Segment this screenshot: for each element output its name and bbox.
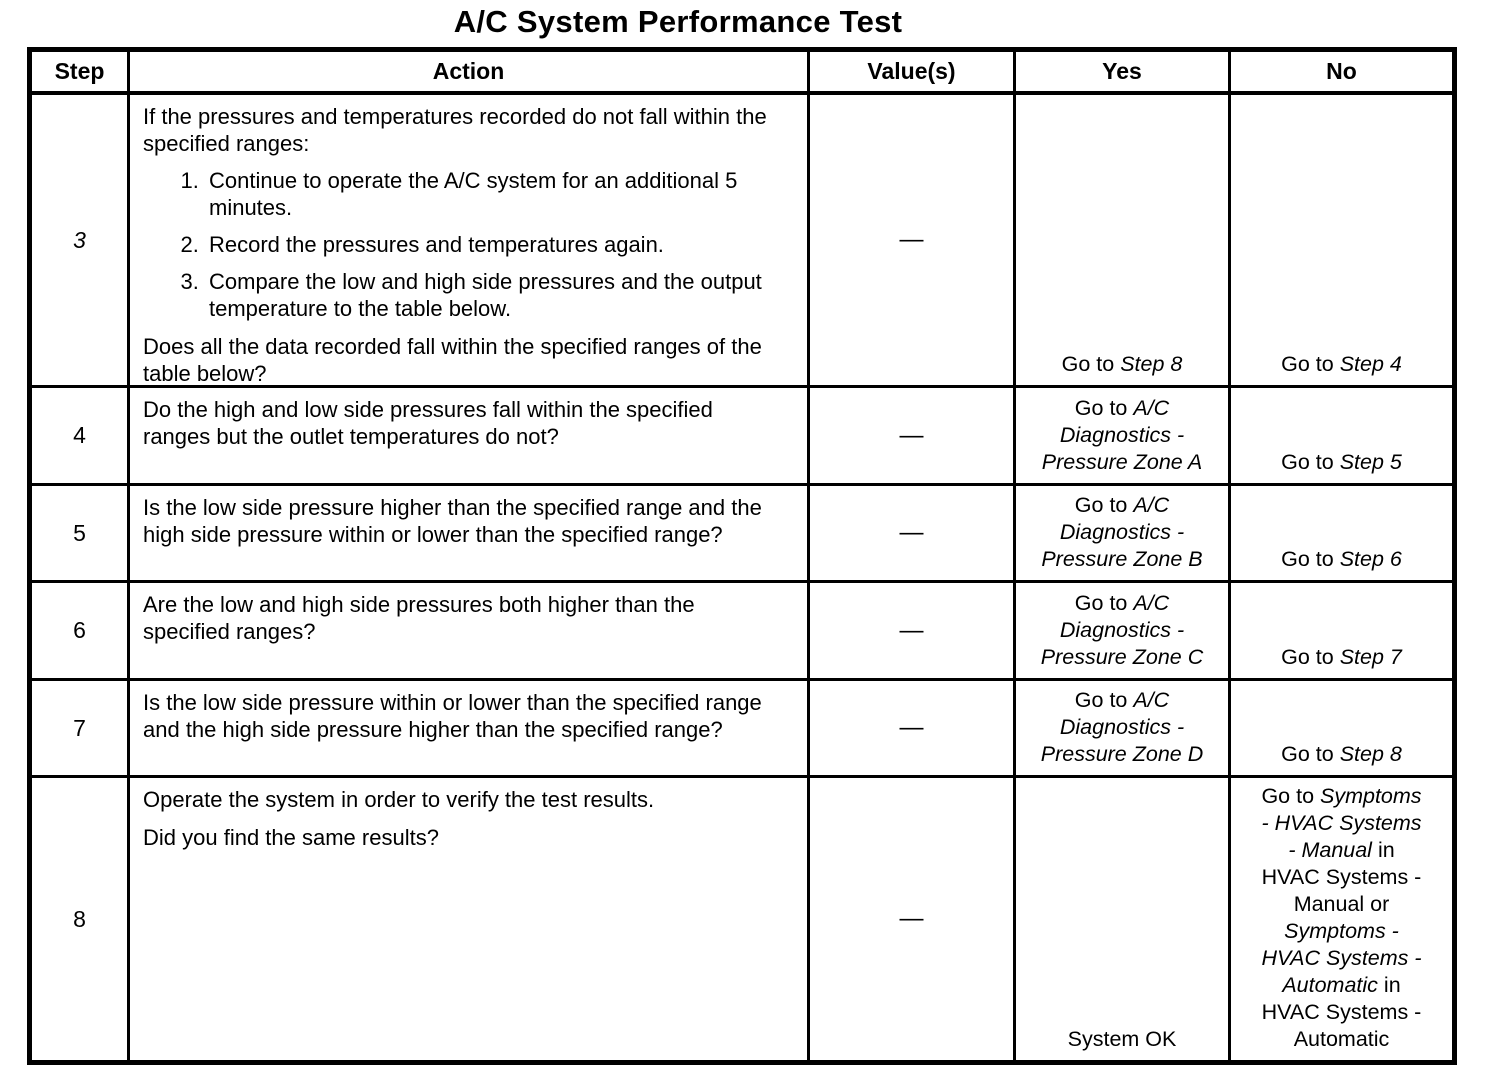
- yes-text: Go to: [1074, 396, 1134, 420]
- no-line: [1237, 999, 1446, 1026]
- no-text: Go to: [1281, 645, 1340, 669]
- yes-cell: [1016, 583, 1231, 678]
- no-text: Step 6: [1339, 547, 1402, 571]
- no-text: Symptoms -: [1284, 919, 1399, 943]
- action-cell: [130, 388, 810, 483]
- yes-text: Diagnostics -: [1059, 520, 1185, 544]
- no-text: Automatic: [1282, 973, 1378, 997]
- yes-text: System OK: [1067, 1027, 1177, 1051]
- no-cell: [1231, 583, 1452, 678]
- no-text: Go to: [1261, 784, 1320, 808]
- yes-text: A/C: [1133, 493, 1170, 517]
- step-cell: 7: [32, 681, 130, 775]
- yes-line: [1022, 1026, 1222, 1053]
- no-line: [1237, 351, 1446, 378]
- no-cell: [1231, 778, 1452, 1060]
- action-list-item: 3. Compare the low and high side pressures and the output temperature to the table below.: [205, 268, 783, 322]
- no-text: Step 7: [1339, 645, 1402, 669]
- no-text: Step 4: [1339, 352, 1402, 376]
- action-cell: [130, 583, 810, 678]
- yes-text: Pressure Zone D: [1040, 742, 1204, 766]
- no-text: Go to: [1281, 547, 1340, 571]
- no-text: in: [1371, 838, 1395, 862]
- header-cell-values: Value(s): [810, 52, 1016, 91]
- yes-text: Diagnostics -: [1059, 715, 1185, 739]
- yes-line: [1022, 644, 1222, 671]
- action-paragraph: Operate the system in order to verify the test results.: [143, 787, 655, 812]
- table-row: [32, 95, 1452, 388]
- step-cell: 5: [32, 486, 130, 580]
- table-row: [32, 486, 1452, 583]
- yes-line: [1022, 519, 1222, 546]
- yes-line: [1022, 590, 1222, 617]
- performance-test-table: [27, 47, 1457, 1065]
- yes-line: [1022, 714, 1222, 741]
- no-line: [1237, 644, 1446, 671]
- yes-text: Diagnostics -: [1059, 618, 1185, 642]
- no-line: [1237, 972, 1446, 999]
- no-text: - HVAC Systems: [1261, 811, 1422, 835]
- action-list-item: 1. Continue to operate the A/C system for an additional 5 minutes.: [205, 167, 783, 221]
- no-text: in: [1377, 973, 1401, 997]
- yes-text: Pressure Zone A: [1041, 450, 1203, 474]
- value-cell: —: [810, 486, 1016, 580]
- no-text: Symptoms: [1320, 784, 1422, 808]
- yes-text: Pressure Zone B: [1041, 547, 1203, 571]
- no-text: HVAC Systems -: [1261, 1000, 1422, 1024]
- no-line: [1237, 945, 1446, 972]
- action-paragraph: Is the low side pressure within or lower than the specified range and the high side pressure higher than the specified range?: [143, 690, 762, 742]
- action-cell: [130, 486, 810, 580]
- header-cell-no: No: [1326, 58, 1357, 84]
- table-row: [32, 583, 1452, 681]
- no-cell: [1231, 95, 1452, 385]
- yes-cell: [1016, 778, 1231, 1060]
- value-cell: —: [810, 95, 1016, 385]
- action-paragraph: Do the high and low side pressures fall within the specified ranges but the outlet temperatures do not?: [143, 397, 713, 449]
- action-cell: [130, 778, 810, 1060]
- no-text: Go to: [1281, 742, 1340, 766]
- action-list-item: 2. Record the pressures and temperatures again.: [205, 231, 783, 258]
- yes-line: [1022, 687, 1222, 714]
- yes-text: A/C: [1133, 591, 1170, 615]
- action-paragraph: Are the low and high side pressures both higher than the specified ranges?: [143, 592, 695, 644]
- no-line: [1237, 783, 1446, 810]
- page-title: A/C System Performance Test: [453, 4, 903, 39]
- yes-line: [1022, 546, 1222, 573]
- header-cell-action: Action: [130, 52, 810, 91]
- yes-line: [1022, 422, 1222, 449]
- yes-text: Pressure Zone C: [1040, 645, 1204, 669]
- no-cell: [1231, 486, 1452, 580]
- action-numbered-list: [143, 167, 783, 322]
- action-paragraph: If the pressures and temperatures recorded do not fall within the specified ranges:: [143, 104, 767, 156]
- yes-cell: [1016, 486, 1231, 580]
- action-paragraph: Did you find the same results?: [143, 825, 439, 850]
- yes-line: [1022, 449, 1222, 476]
- no-line: [1237, 810, 1446, 837]
- value-cell: —: [810, 583, 1016, 678]
- yes-text: Go to: [1061, 352, 1121, 376]
- yes-text: Diagnostics -: [1059, 423, 1185, 447]
- value-cell: —: [810, 681, 1016, 775]
- yes-line: [1022, 351, 1222, 378]
- table-row: [32, 681, 1452, 778]
- yes-line: [1022, 395, 1222, 422]
- no-line: [1237, 546, 1446, 573]
- no-text: Go to: [1281, 450, 1340, 474]
- yes-text: Go to: [1074, 688, 1134, 712]
- yes-cell: [1016, 388, 1231, 483]
- value-cell: —: [810, 778, 1016, 1060]
- yes-line: [1022, 492, 1222, 519]
- no-line: [1237, 891, 1446, 918]
- yes-text: Go to: [1074, 591, 1134, 615]
- no-line: [1237, 741, 1446, 768]
- no-text: Manual or: [1293, 892, 1390, 916]
- header-cell-yes: Yes: [1016, 52, 1231, 91]
- no-text: HVAC Systems -: [1261, 865, 1422, 889]
- no-line: [1237, 864, 1446, 891]
- yes-line: [1022, 617, 1222, 644]
- yes-text: A/C: [1133, 396, 1170, 420]
- step-cell: 4: [32, 388, 130, 483]
- step-cell: 3: [32, 95, 130, 385]
- table-row: [32, 778, 1452, 1060]
- yes-text: Go to: [1074, 493, 1134, 517]
- no-line: [1237, 449, 1446, 476]
- no-cell: [1231, 681, 1452, 775]
- no-line: [1237, 918, 1446, 945]
- no-line: [1237, 1026, 1446, 1053]
- no-text: Step 5: [1339, 450, 1402, 474]
- action-paragraph: Is the low side pressure higher than the specified range and the high side pressure within or lower than the specified range?: [143, 495, 762, 547]
- yes-text: Step 8: [1120, 352, 1183, 376]
- yes-line: [1022, 741, 1222, 768]
- header-cell-step: Step: [32, 52, 130, 91]
- no-line: [1237, 837, 1446, 864]
- yes-text: A/C: [1133, 688, 1170, 712]
- no-text: Go to: [1281, 352, 1340, 376]
- no-text: - Manual: [1288, 838, 1372, 862]
- table-row: [32, 388, 1452, 486]
- step-cell: 6: [32, 583, 130, 678]
- value-cell: —: [810, 388, 1016, 483]
- no-cell: [1231, 388, 1452, 483]
- yes-cell: [1016, 681, 1231, 775]
- table-header-row: [32, 52, 1452, 95]
- no-text: HVAC Systems -: [1261, 946, 1422, 970]
- no-text: Step 8: [1339, 742, 1402, 766]
- yes-cell: [1016, 95, 1231, 385]
- action-paragraph: Does all the data recorded fall within the specified ranges of the table below?: [143, 334, 762, 385]
- no-text: Automatic: [1293, 1027, 1390, 1051]
- action-cell: [130, 95, 810, 385]
- step-cell: 8: [32, 778, 130, 1060]
- action-cell: [130, 681, 810, 775]
